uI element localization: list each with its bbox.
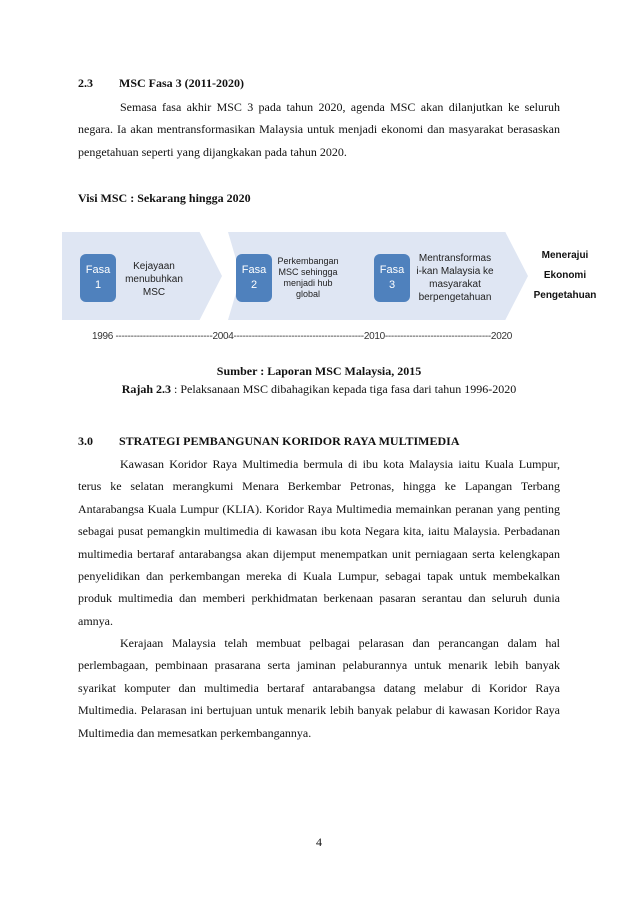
phase-1-badge: Fasa 1	[80, 254, 116, 302]
timeline: 1996 --------------------------------2004-------------------------------------------2010-----------------------------------2020	[92, 331, 512, 342]
section-2-3-paragraph: Semasa fasa akhir MSC 3 pada tahun 2020, agenda MSC akan dilanjutkan ke seluruh negara. Ia akan mentransformasikan Malaysia untuk menjadi ekonomi dan masyarakat berasaskan pengetahuan seperti yang dijangkakan pada tahun 2020.	[78, 100, 560, 159]
figure-caption	[0, 382, 638, 397]
section-title: MSC Fasa 3 (2011-2020)	[119, 76, 244, 90]
phase-2-badge: Fasa 2	[236, 254, 272, 302]
page-number: 4	[316, 835, 322, 849]
section-number: 3.0	[78, 434, 93, 448]
phase-3-text: Mentransformas i-kan Malaysia ke masyarakat berpengetahuan	[416, 253, 494, 303]
msc-phase-diagram	[60, 232, 620, 347]
section-3-0-paragraph-1: Kawasan Koridor Raya Multimedia bermula di ibu kota Malaysia iaitu Kuala Lumpur, terus ke selatan merangkumi Menara Berkembar Petronas, hingga ke Lapangan Terbang Antarabangsa Kuala Lumpur (KLIA). Koridor Raya Multimedia memainkan peranan yang penting sebagai pusat pemangkin multimedia di kawasan ibu kota Negara kita, iaitu Malaysia. Perbadanan multimedia bertaraf antarabangsa akan dijemput menempatkan unit perniagaan serta kelengkapan penyelidikan dan perkembangan mereka di Kuala Lumpur, sebagai tapak untuk membekalkan produk multimedia dan memberi perkhidmatan berkenaan pasaran serantau dan seluruh dunia amnya.	[78, 457, 560, 628]
section-3-0-heading	[0, 434, 638, 450]
figure-source: Sumber : Laporan MSC Malaysia, 2015	[216, 364, 422, 378]
phase-2-text: Perkembangan MSC sehingga menjadi hub global	[277, 256, 339, 299]
vision-heading: Visi MSC : Sekarang hingga 2020	[78, 191, 251, 205]
section-title: STRATEGI PEMBANGUNAN KORIDOR RAYA MULTIMEDIA	[119, 434, 460, 448]
phase-1-text: Kejayaan menubuhkan MSC	[125, 261, 183, 298]
phase-3-badge: Fasa 3	[374, 254, 410, 302]
figure-caption-text: : Pelaksanaan MSC dibahagikan kepada tiga fasa dari tahun 1996-2020	[171, 382, 517, 396]
goal-text: Menerajui Ekonomi Pengetahuan	[533, 250, 597, 301]
section-number: 2.3	[78, 76, 93, 90]
section-2-3-heading	[0, 76, 638, 92]
section-3-0-paragraph-2: Kerajaan Malaysia telah membuat pelbagai pelarasan dan perancangan dalam hal perlembagaan, pembinaan prasarana serta jaminan pelaburannya untuk menarik lebih banyak syarikat komputer dan multimedia bertaraf antarabangsa datang melabur di Koridor Raya Multimedia. Pelarasan ini bertujuan untuk menarik lebih banyak pelabur di kawasan Koridor Raya Multimedia dan memesatkan perkembangannya.	[78, 636, 560, 740]
figure-label: Rajah 2.3	[121, 382, 172, 396]
